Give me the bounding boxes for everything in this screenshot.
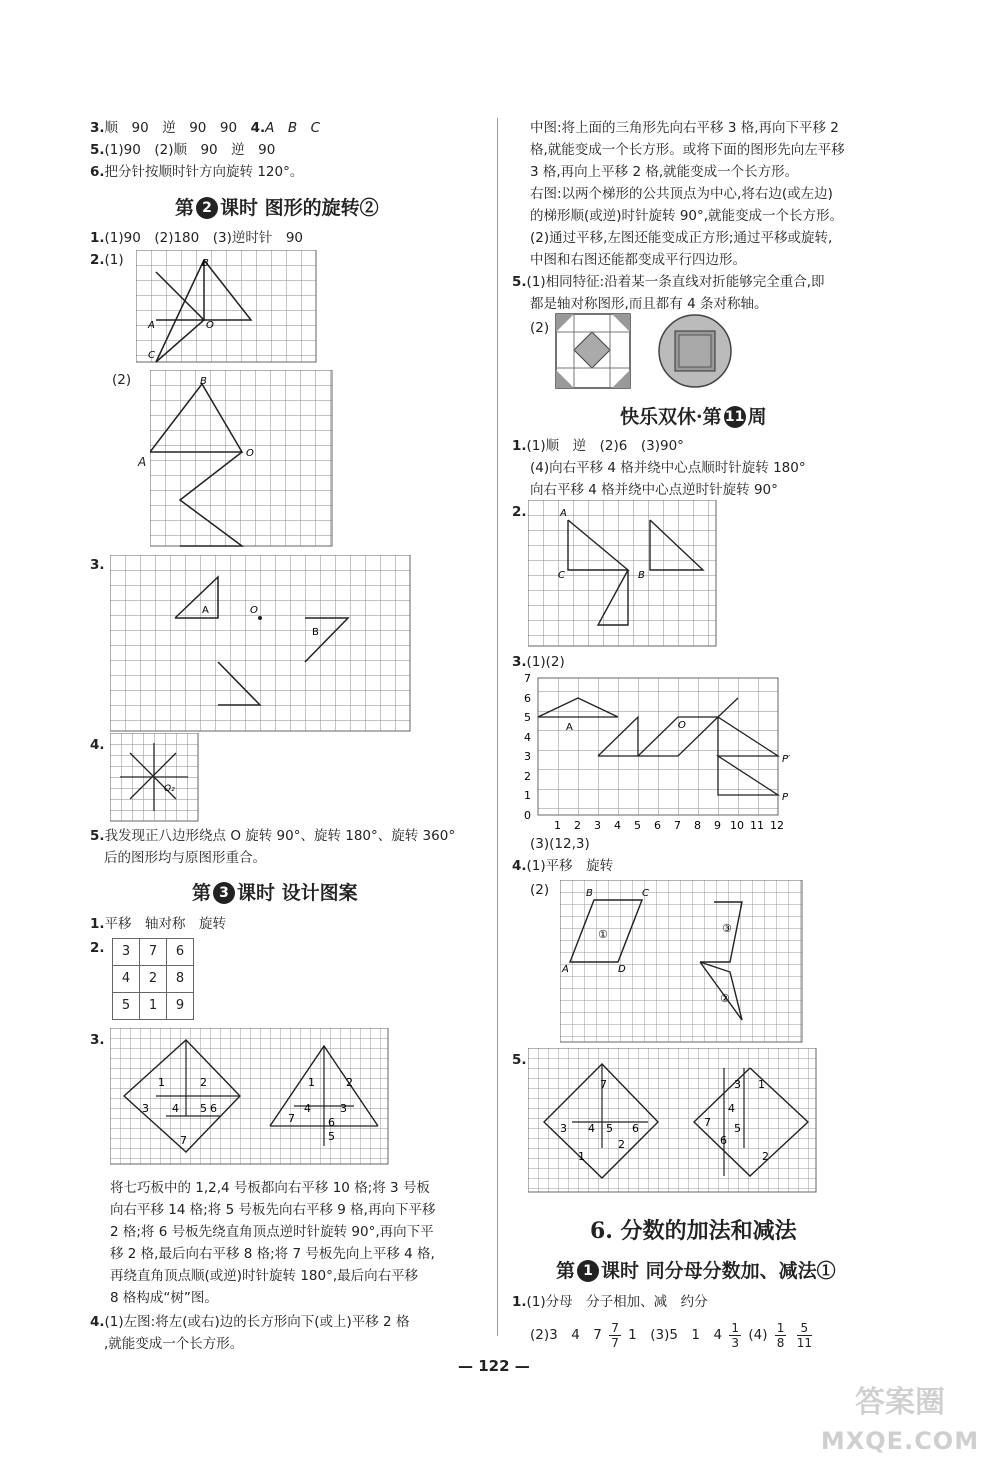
svg-text:7: 7	[524, 672, 531, 685]
weekend-answer-3-3: (3)(12,3)	[530, 836, 590, 852]
right-para-7: 中图和右图还能都变成平行四边形。	[530, 252, 746, 268]
chapter-heading-6: 6. 分数的加法和减法	[590, 1218, 797, 1244]
weekend-answer-1-4: (4)向右平移 4 格并绕中心点顺时针旋转 180°	[530, 460, 806, 476]
grid-cell: 3	[112, 938, 140, 966]
svg-text:C: C	[148, 350, 155, 361]
svg-text:3: 3	[560, 1122, 567, 1135]
column-divider	[497, 118, 498, 1336]
svg-text:C: C	[558, 570, 565, 581]
fraction-7-7: $\frac{7}{7}$	[611, 1320, 619, 1350]
svg-text:4: 4	[588, 1122, 595, 1135]
tangram-explanation-6: 8 格构成“树”图。	[110, 1290, 218, 1306]
svg-text:5: 5	[328, 1130, 335, 1143]
svg-text:6: 6	[210, 1102, 217, 1115]
right-para-3: 3 格,再向上平移 2 格,就能变成一个长方形。	[530, 164, 799, 180]
svg-text:3: 3	[142, 1102, 149, 1115]
grid-cell: 5	[112, 992, 140, 1020]
svg-text:A: A	[202, 605, 209, 616]
svg-text:2: 2	[574, 819, 581, 832]
svg-text:5: 5	[524, 711, 531, 724]
svg-text:1: 1	[524, 789, 531, 802]
fraction-1-3: $\frac{1}{3}$	[731, 1320, 740, 1350]
svg-text:O: O	[206, 320, 214, 331]
grid-cell: 9	[166, 992, 194, 1020]
svg-text:B: B	[638, 570, 645, 581]
answer-5-right-cont: 都是轴对称图形,而且都有 4 条对称轴。	[530, 296, 768, 312]
svg-text:5: 5	[634, 819, 641, 832]
svg-text:1: 1	[758, 1078, 765, 1091]
svg-text:5: 5	[606, 1122, 613, 1135]
page-number: — 122 —	[458, 1357, 530, 1375]
svg-text:7: 7	[600, 1078, 607, 1091]
svg-text:5: 5	[734, 1122, 741, 1135]
answer-2-label: 2.(1)	[90, 252, 124, 268]
answer-1: 1.(1)90 (2)180 (3)逆时针 90	[90, 230, 304, 246]
svg-text:A: A	[562, 964, 569, 975]
svg-text:1: 1	[578, 1150, 585, 1163]
weekend-answer-4-2-label: (2)	[530, 882, 550, 898]
weekend-answer-2-label: 2.	[512, 504, 527, 520]
grid-cell: 4	[112, 965, 140, 993]
svg-text:②: ②	[720, 992, 730, 1005]
svg-text:O₂: O₂	[164, 784, 175, 794]
design-answer-4-cont: ,就能变成一个长方形。	[104, 1336, 244, 1352]
svg-text:1: 1	[308, 1076, 315, 1089]
grid-cell: 6	[166, 938, 194, 966]
svg-text:A: A	[560, 508, 567, 519]
answer-3-label: 3.	[90, 557, 105, 573]
svg-text:4: 4	[524, 731, 531, 744]
fraction-answer-2: (2)3 4 7 $\frac{7}{7}$ 1 (3)5 1 4 $\frac{1}{3}$ (4) $\frac{1}{8}$ $\frac{5}{11}$	[530, 1320, 812, 1350]
svg-text:③: ③	[722, 922, 732, 935]
svg-text:7: 7	[288, 1112, 295, 1125]
svg-text:3: 3	[734, 1078, 741, 1091]
point-label-a: A	[138, 455, 147, 469]
tangram-explanation-1: 将七巧板中的 1,2,4 号板都向右平移 10 格;将 3 号板	[110, 1180, 430, 1196]
grid-figure-3	[110, 555, 412, 737]
svg-text:5: 5	[200, 1102, 207, 1115]
svg-text:11: 11	[750, 819, 764, 832]
svg-text:P: P	[782, 792, 789, 803]
grid-cell: 2	[139, 965, 167, 993]
fraction-answer-1: 1.(1)分母 分子相加、减 约分	[512, 1294, 708, 1310]
pattern-figure-square	[555, 313, 633, 395]
svg-text:4: 4	[614, 819, 621, 832]
svg-text:O: O	[246, 448, 254, 459]
grid-figure-2-1	[136, 250, 318, 368]
svg-text:6: 6	[632, 1122, 639, 1135]
design-answer-1: 1.平移 轴对称 旋转	[90, 916, 227, 932]
grid-cell: 1	[139, 992, 167, 1020]
svg-text:2: 2	[618, 1138, 625, 1151]
right-para-2: 格,就能变成一个长方形。或将下面的图形先向左平移	[530, 142, 845, 158]
pattern-figure-circle	[657, 313, 735, 395]
svg-text:2: 2	[200, 1076, 207, 1089]
tangram-explanation-4: 移 2 格,最后向右平移 8 格;将 7 号板先向上平移 4 格,	[110, 1246, 435, 1262]
svg-text:①: ①	[598, 928, 608, 941]
weekend-answer-1: 1.(1)顺 逆 (2)6 (3)90°	[512, 438, 684, 454]
svg-text:7: 7	[180, 1134, 187, 1147]
answer-5-right: 5.(1)相同特征:沿着某一条直线对折能够完全重合,即	[512, 274, 825, 290]
svg-text:B: B	[312, 627, 319, 638]
svg-text:7: 7	[704, 1116, 711, 1129]
tangram-explanation-2: 向右平移 14 格;将 5 号板先向右平移 9 格,再向下平移	[110, 1202, 436, 1218]
grid-figure-weekend-5	[528, 1048, 818, 1198]
svg-text:3: 3	[594, 819, 601, 832]
section-heading-chapter6-lesson-1: 第 1 课时 同分母分数加、减法①	[556, 1260, 836, 1282]
number-square-grid	[112, 938, 196, 1019]
section-heading-lesson-3: 第 3 课时 设计图案	[192, 882, 358, 904]
right-para-5: 的梯形顺(或逆)时针旋转 90°,就能变成一个长方形。	[530, 208, 844, 224]
svg-text:1: 1	[554, 819, 561, 832]
svg-text:6: 6	[720, 1134, 727, 1147]
grid-figure-tangram	[110, 1028, 390, 1170]
coordinate-grid-weekend-3	[518, 672, 808, 838]
grid-cell: 8	[166, 965, 194, 993]
svg-text:3: 3	[524, 750, 531, 763]
svg-text:8: 8	[694, 819, 701, 832]
svg-text:B: B	[586, 888, 593, 899]
answer-4-label: 4.	[90, 737, 105, 753]
svg-text:12: 12	[770, 819, 784, 832]
weekend-answer-5-label: 5.	[512, 1052, 527, 1068]
svg-text:4: 4	[172, 1102, 179, 1115]
svg-text:2: 2	[524, 770, 531, 783]
answer-line-3-4: 3.顺 90 逆 90 90 4.A B C	[90, 120, 321, 136]
weekend-answer-1-4b: 向右平移 4 格并绕中心点逆时针旋转 90°	[530, 482, 778, 498]
svg-text:1: 1	[158, 1076, 165, 1089]
design-answer-4: 4.(1)左图:将左(或右)边的长方形向下(或上)平移 2 格	[90, 1314, 410, 1330]
svg-text:7: 7	[674, 819, 681, 832]
svg-text:C: C	[642, 888, 649, 899]
watermark-logo: 答案圈 MXQE.COM	[820, 1385, 980, 1455]
svg-text:6: 6	[654, 819, 661, 832]
svg-text:9: 9	[714, 819, 721, 832]
grid-figure-weekend-2	[528, 500, 718, 652]
section-heading-lesson-2: 第 2 课时 图形的旋转②	[175, 197, 379, 219]
svg-text:2: 2	[346, 1076, 353, 1089]
grid-figure-4	[110, 733, 200, 827]
grid-figure-2-2	[150, 370, 334, 552]
answer-line-6: 6.把分针按顺时针方向旋转 120°。	[90, 164, 304, 180]
svg-text:6: 6	[328, 1116, 335, 1129]
svg-text:B: B	[200, 376, 207, 387]
right-para-4: 右图:以两个梯形的公共顶点为中心,将右边(或左边)	[530, 186, 833, 202]
svg-text:2: 2	[762, 1150, 769, 1163]
section-heading-weekend-11: 快乐双休·第 11 周	[620, 406, 767, 428]
right-para-6: (2)通过平移,左图还能变成正方形;通过平移或旋转,	[530, 230, 833, 246]
svg-text:A: A	[566, 722, 573, 733]
svg-text:O: O	[678, 720, 686, 731]
answer-2-2-label: (2)	[112, 372, 132, 388]
weekend-answer-3-label: 3.(1)(2)	[512, 654, 565, 670]
svg-text:6: 6	[524, 692, 531, 705]
answer-line-5: 5.(1)90 (2)顺 90 逆 90	[90, 142, 276, 158]
fraction-1-8: $\frac{1}{8}$	[776, 1320, 785, 1350]
answer-5-2-label: (2)	[530, 320, 550, 336]
grid-cell: 7	[139, 938, 167, 966]
design-answer-3-label: 3.	[90, 1032, 105, 1048]
tangram-explanation-3: 2 格;将 6 号板先绕直角顶点逆时针旋转 90°,再向下平	[110, 1224, 434, 1240]
svg-text:10: 10	[730, 819, 744, 832]
grid-figure-weekend-4	[560, 880, 804, 1048]
answer-5-text: 5.我发现正八边形绕点 O 旋转 90°、旋转 180°、旋转 360°	[90, 828, 456, 844]
fraction-5-11: $\frac{5}{11}$	[796, 1320, 812, 1350]
svg-text:4: 4	[304, 1102, 311, 1115]
answer-5-text-2: 后的图形均与原图形重合。	[104, 850, 266, 866]
svg-text:O: O	[250, 605, 258, 616]
svg-text:D: D	[618, 964, 626, 975]
svg-text:A: A	[148, 320, 155, 331]
tangram-explanation-5: 再绕直角顶点顺(或逆)时针旋转 180°,最后向右平移	[110, 1268, 419, 1284]
right-para-1: 中图:将上面的三角形先向右平移 3 格,再向下平移 2	[530, 120, 839, 136]
svg-text:B: B	[202, 258, 209, 269]
svg-text:0: 0	[524, 809, 531, 822]
svg-text:P′: P′	[782, 754, 791, 765]
svg-text:3: 3	[340, 1102, 347, 1115]
svg-text:4: 4	[728, 1102, 735, 1115]
weekend-answer-4: 4.(1)平移 旋转	[512, 858, 614, 874]
design-answer-2-label: 2.	[90, 940, 105, 956]
